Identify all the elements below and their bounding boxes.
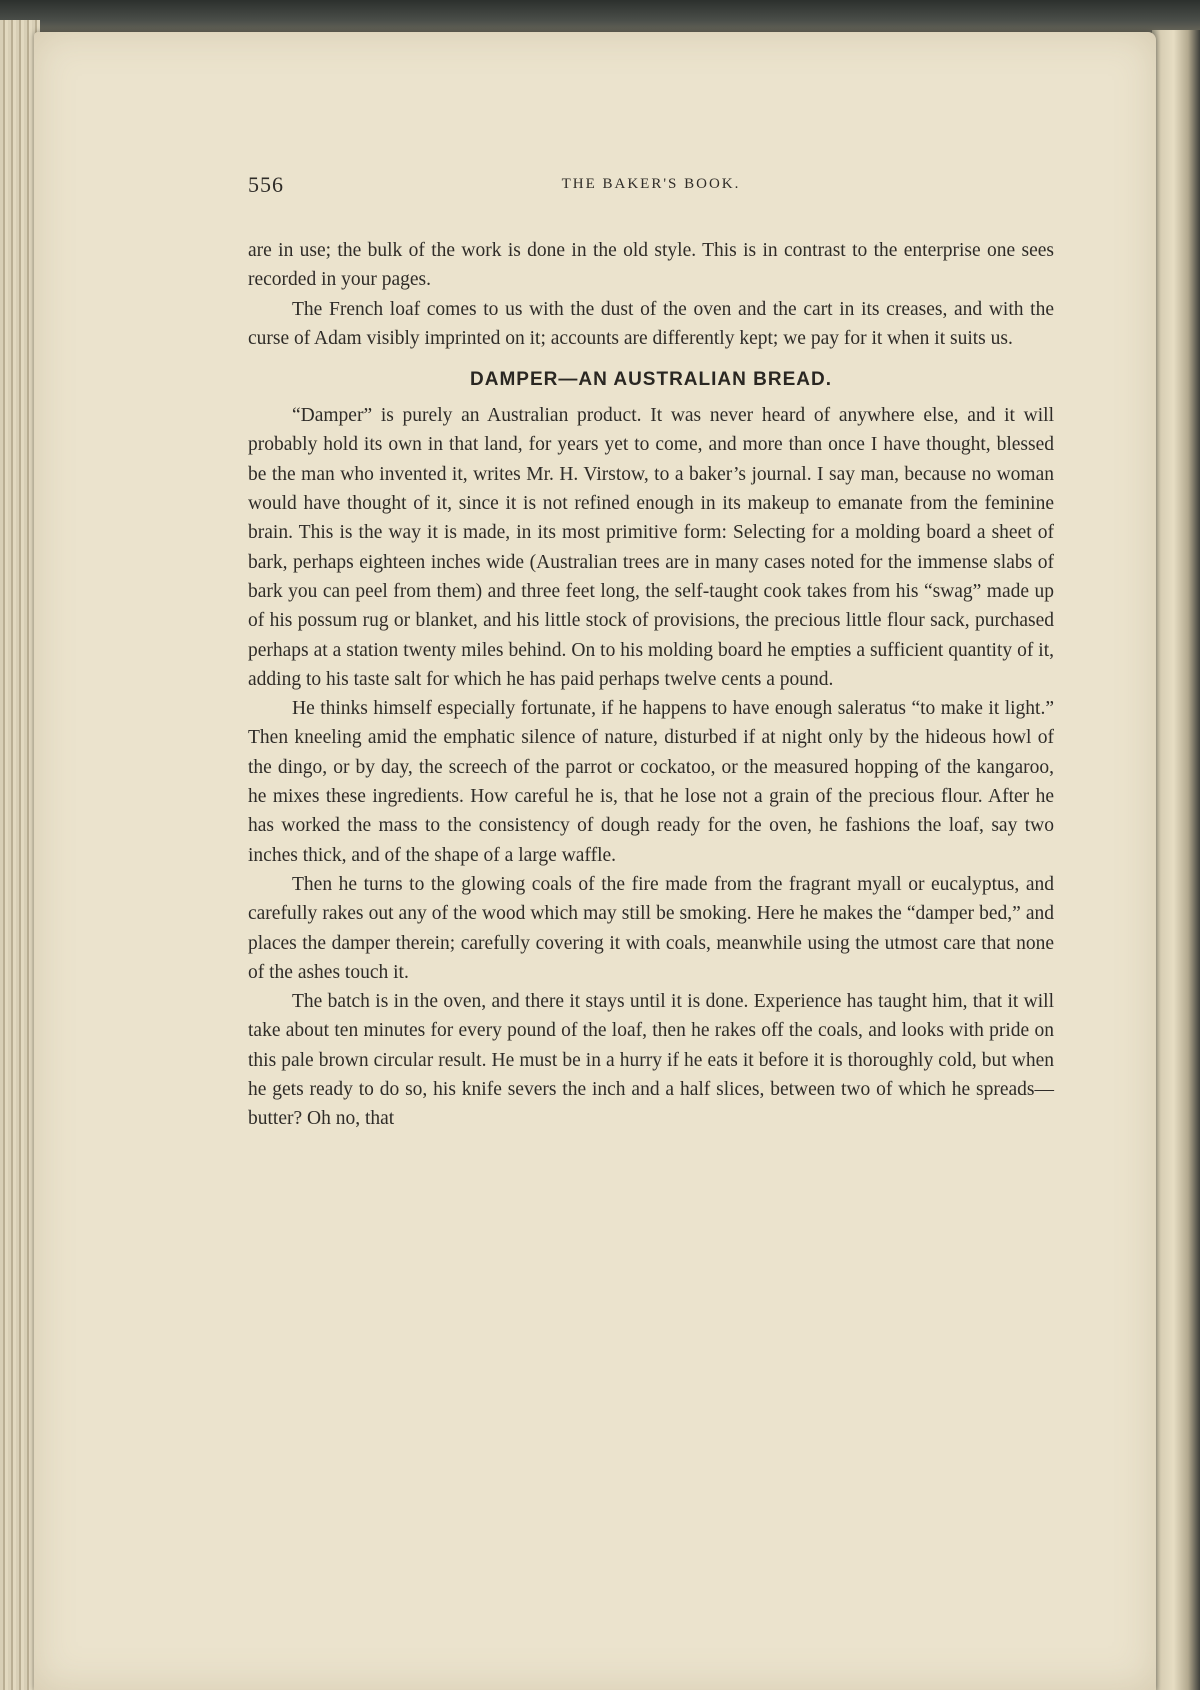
paragraph-continuation: are in use; the bulk of the work is done in the old style. This is in contrast to the enterprise one sees recorded in your pages. [248,240,1054,291]
book-top-edge [0,0,1200,34]
running-head [248,172,1054,212]
book-title: THE BAKER'S BOOK. [561,176,741,192]
paragraph-damper-intro: “Damper” is purely an Australian product. It was never heard of anywhere else, and it will probably hold its own in that land, for years yet to come, and more than once I have thought, blessed be the man who invented it, writes Mr. H. Virstow, to a baker’s journal. I say man, because no woman would have thought of it, since it is not refined enough in its makeup to emanate from the feminine brain. This is the way it is made, in its most primitive form: Selecting for a molding board a sheet of bark, perhaps eighteen inches wide (Australian trees are in many cases noted for the immense slabs of bark you can peel from them) and three feet long, the self-taught cook takes from his “swag” made up of his possum rug or blanket, and his little stock of provisions, the precious little flour sack, purchased perhaps at a station twenty miles behind. On to his molding board he empties a sufficient quantity of it, adding to his taste salt for which he has paid perhaps twelve cents a pound. [248,405,1054,690]
paragraph-coals: Then he turns to the glowing coals of the fire made from the fragrant myall or eucalyptus, and carefully rakes out any of the wood which may still be smoking. Here he makes the “damper bed,” and places the damper therein; carefully covering it with coals, meanwhile using the utmost care that none of the ashes touch it. [248,873,1054,983]
paragraph-french-loaf: The French loaf comes to us with the dust of the oven and the cart in its creases, and with the curse of Adam visibly imprinted on it; accounts are differently kept; we pay for it when it suits us. [248,298,1054,349]
book-right-edge [1152,30,1200,1690]
paragraph-kneeling: He thinks himself especially fortunate, if he happens to have enough saleratus “to make it light.” Then kneeling amid the emphatic silence of nature, disturbed if at night only by the hideous howl of the dingo, or by day, the screech of the parrot or cockatoo, or the measured hopping of the kangaroo, he mixes these ingredients. How careful he is, that he lose not a grain of the precious flour. After he has worked the mass to the consistency of dough ready for the oven, he fashions the loaf, say two inches thick, and of the shape of a large waffle. [248,698,1054,866]
page-text-block [248,172,1054,1134]
section-heading: DAMPER—AN AUSTRALIAN BREAD. [470,369,832,391]
book-page [34,32,1156,1690]
page-number: 556 [248,172,284,197]
paragraph-batch: The batch is in the oven, and there it stays until it is done. Experience has taught him, that it will take about ten minutes for every pound of the loaf, then he rakes off the coals, and looks with pride on this pale brown circular result. He must be in a hurry if he eats it before it is thoroughly cold, but when he gets ready to do so, his knife severs the inch and a half slices, between two of which he spreads—butter? Oh no, that [248,991,1054,1130]
